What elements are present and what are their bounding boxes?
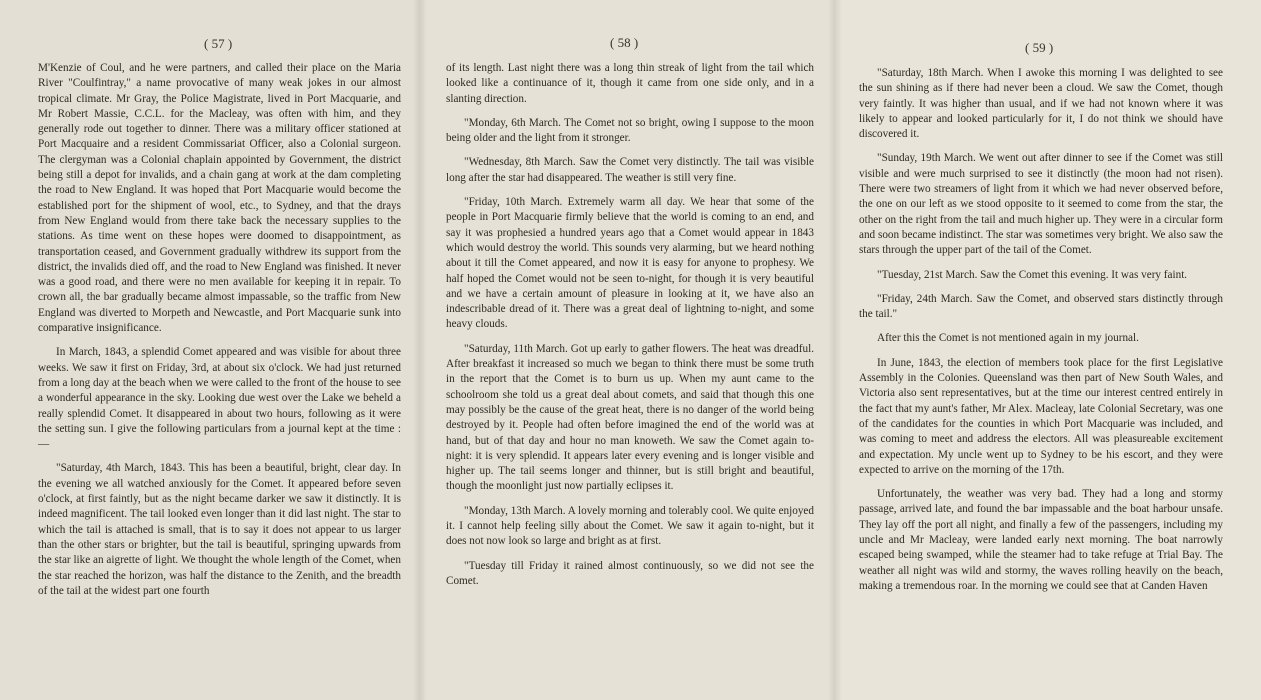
paragraph: M'Kenzie of Coul, and he were partners, and called their place on the Maria River "Coulfintray," a name provocative of many weak jokes in our almost tropical climate. Mr Gray, the Police Magistrate, lived in Port Macquarie, and Mr Robert Massie, C.C.L. for the Macleay, was often with him, and they generally rode out together to dinner. There was a military officer stationed at Port Macquaire and a resident Commissariat Officer, also a Colonial surgeon. The clergyman was a Colonial chaplain appointed by Government, the district being still a depot for invalids, and a chain gang at work at the dam completing the road to New England. It was hoped that Port Macquarie would become the established port for the shipment of wool, etc., to Sydney, and that the drays from New England would from there take back the necessary supplies to the stations. As time went on these hopes were doomed to disappointment, as transportation ceased, and Government gradually withdrew its support from the district, the invalids died off, and the road to New England was finished. It never was a good road, and there were no men available for keeping it in repair. To crown all, the bar gradually became almost impassable, so the traffic from New England was diverted to Morpeth and Newcastle, and Port Macquarie sunk into comparative insignificance. [38,62,401,335]
paragraph: "Monday, 6th March. The Comet not so bright, owing I suppose to the moon being older and the light from it stronger. [446,116,814,145]
paragraph: In March, 1843, a splendid Comet appeared and was visible for about three weeks. We saw it first on Friday, 3rd, at about six o'clock. We had just returned from a long day at the beach when we were called to the front of the house to see a wonderful appearance in the sky. Looking due west over the Lake we beheld a really splendid Comet. It disappeared in about two hours, following as it were the setting sun. I give the following particulars from a journal kept at the time :— [38,346,401,451]
paragraph: "Tuesday till Friday it rained almost continuously, so we did not see the Comet. [446,559,814,587]
page-58 [420,0,835,700]
paragraph: "Wednesday, 8th March. Saw the Comet very distinctly. The tail was visible long after the star had disappeared. The weather is still very fine. [446,156,814,184]
page-gutter [828,0,842,700]
paragraph: Unfortunately, the weather was very bad. They had a long and stormy passage, arrived late, and found the bar impassable and the boat harbour unsafe. They lay off the port all night, and finally a few of the passengers, including my uncle and Mr Macleay, were landed early next morning. The boat narrowly escaped being swamped, while the steamer had to take refuge at Trial Bay. The weather all night was wild and stormy, the waves rolling heavily on the beach, making a tremendous roar. In the morning we could see that at Canden Haven [859,488,1223,592]
page-number: ( 58 ) [610,35,639,50]
page-57-text [38,61,401,599]
paragraph: "Friday, 24th March. Saw the Comet, and observed stars distinctly through the tail." [859,292,1223,321]
paragraph: After this the Comet is not mentioned again in my journal. [877,332,1139,345]
paragraph: "Friday, 10th March. Extremely warm all day. We hear that some of the people in Port Macquarie firmly believe that the world is coming to an end, and say it was prophesied a hundred years ago that a Comet would appear in 1843 which would destroy the world. This sounds very alarming, but we heard nothing about it till the Comet appeared, and now it is easy for anyone to prophesy. We half hoped the Comet would not be seen to-night, for though it is very beautiful and we have a certain amount of pleasure in looking at it, we have also an indescribable dread of it. There was a great deal of lightning to-night, and some heavy clouds. [446,196,814,331]
paragraph: In June, 1843, the election of members took place for the first Legislative Assembly in the Colonies. Queensland was then part of New South Wales, and Victoria also sent representatives, but at the time our interest centred entirely in the fact that my aunt's father, Mr Alex. Macleay, late Colonial Secretary, was one of the candidates for the counties in which Port Macquarie was included, and was coming to meet and address the electors. All was pleasureable excitement and expectation. My uncle went up to Sydney to be his escort, and they were expected to arrive on the morning of the 17th. [859,356,1223,476]
page-gutter [413,0,427,700]
page-59 [835,0,1261,700]
page-number: ( 57 ) [204,36,233,51]
page-59-text [859,66,1223,594]
page-number: ( 59 ) [1025,40,1054,55]
paragraph: "Saturday, 18th March. When I awoke this morning I was delighted to see the sun shining as if there had never been a cloud. We saw the Comet, though very faintly. It was higher than usual, and if we had not known where it was likely to appear and looked particularly for it, I do not think we should have discovered it. [859,67,1223,141]
paragraph: "Tuesday, 21st March. Saw the Comet this evening. It was very faint. [877,268,1188,281]
paragraph: "Saturday, 4th March, 1843. This has been a beautiful, bright, clear day. In the evening we all watched anxiously for the Comet. It appeared before seven o'clock, at first faintly, but as the night became darker we saw it distinctly. It is indeed magnificent. The tail looked even longer than it did last night. The star to which the tail is attached is small, that is to say it does not appear to us larger than the other stars or brighter, but the tail is beautiful, springing upwards from the star like an aigrette of light. We thought the whole length of the Comet, when the star reached the horizon, was half the distance to the Zenith, and the breadth of the tail at the widest part one fourth [38,462,401,597]
page-58-text [446,61,814,589]
paragraph: "Saturday, 11th March. Got up early to gather flowers. The heat was dreadful. After breakfast it increased so much we began to think there must be some truth in the report that the Comet is to burn us up. When my aunt came to the schoolroom she told us a great deal about comets, and said that though this one may possibly be the cause of the great heat, there is no danger of the world being destroyed by it. People had often before imagined the end of the world was at hand, but of that day and hour no man knoweth. We saw the Comet again to-night: it is very splendid. It appears later every evening and is longer visible and higher up. The tail seems longer and thinner, but is still bright and beautiful, though the moonlight just now partially eclipses it. [446,342,814,493]
page-57 [0,0,420,700]
paragraph: "Monday, 13th March. A lovely morning and tolerably cool. We quite enjoyed it. I cannot help feeling silly about the Comet. We saw it again to-night, but it does not now look so large and bright as at first. [446,504,814,548]
paragraph: "Sunday, 19th March. We went out after dinner to see if the Comet was still visible and were much surprised to see it distinctly (the moon had not risen). There were two streamers of light from it which we had never observed before, the one on our left as we stood opposite to it seemed to come from the star, the other on the right from the tail and much higher up. They were in a circular form and soon became indistinct. The star was sometimes very bright. We also saw the stars through the upper part of the tail of the Comet. [859,152,1223,257]
paragraph: of its length. Last night there was a long thin streak of light from the tail which looked like a continuance of it, though it came from one side only, and in a slanting direction. [446,62,814,105]
